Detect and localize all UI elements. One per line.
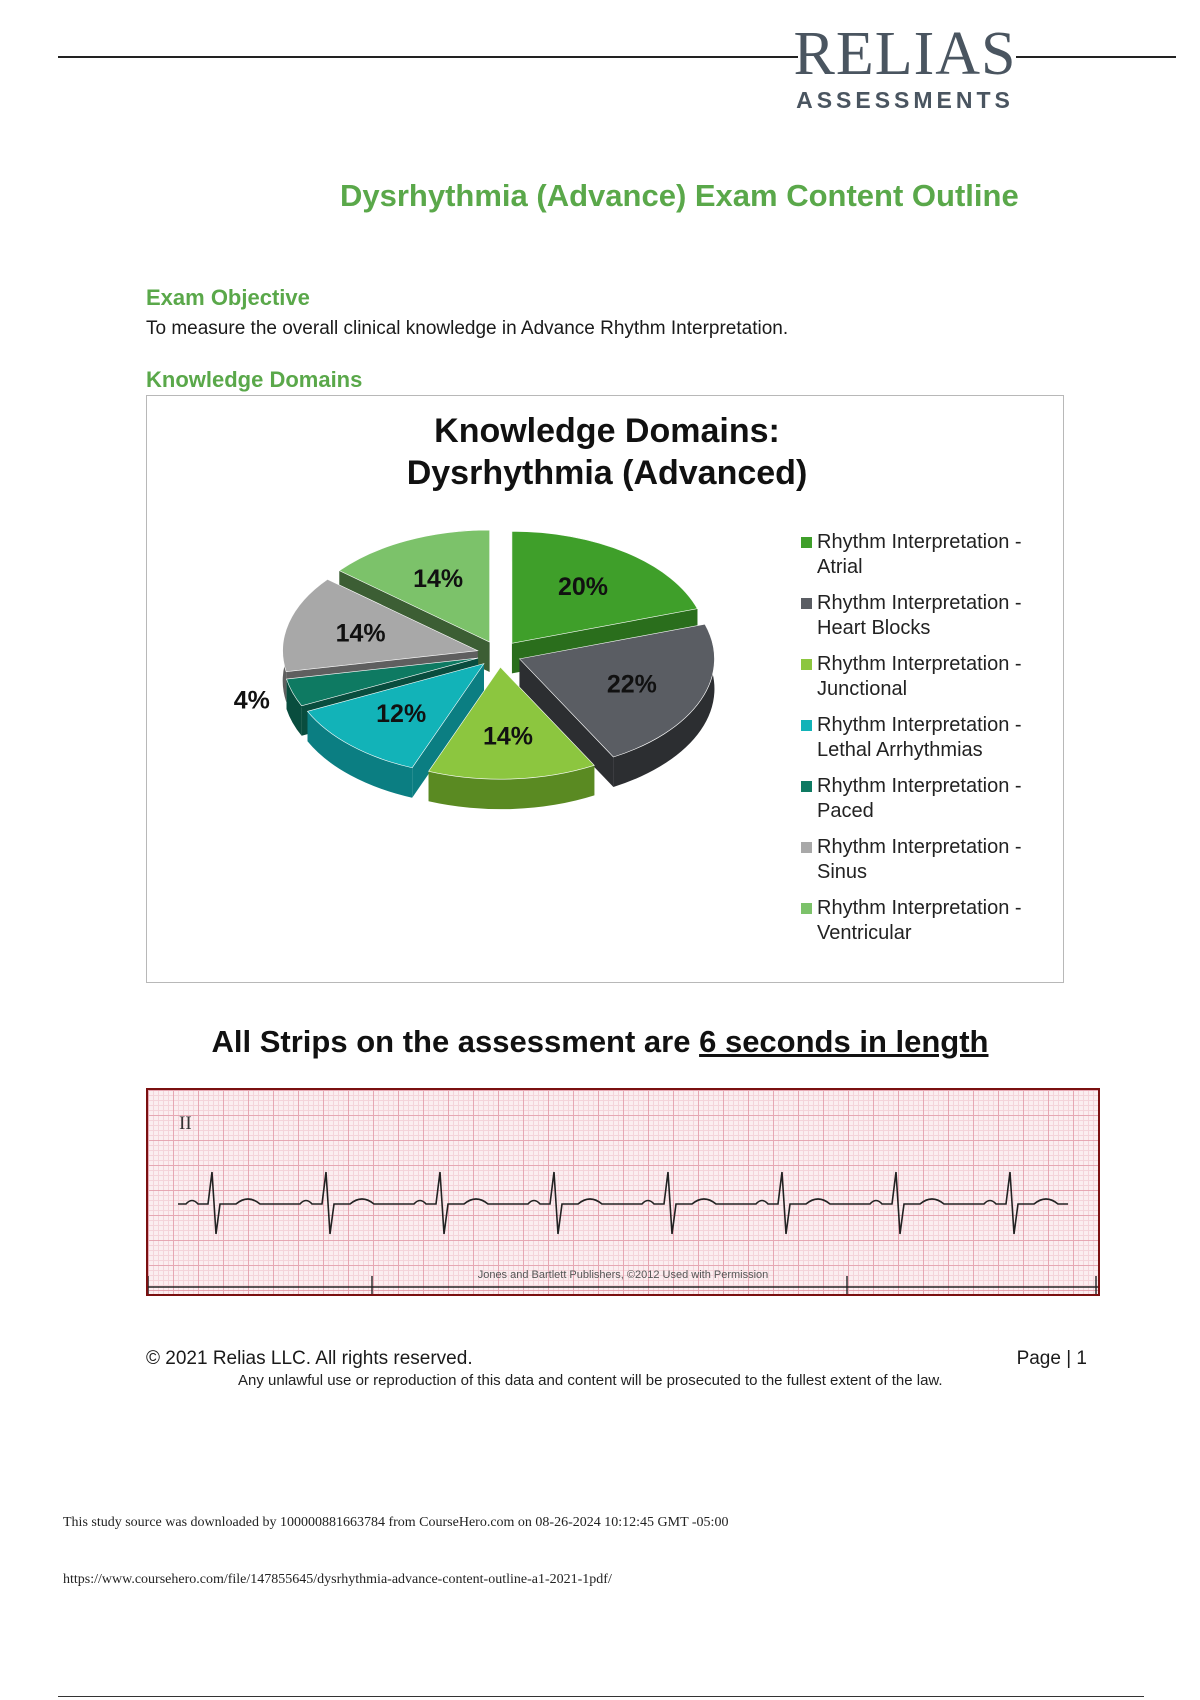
legend-label-4: Rhythm Interpretation - Paced [817,775,1022,822]
copyright: © 2021 Relias LLC. All rights reserved. [146,1348,473,1369]
pie-label-4: 4% [233,686,270,715]
pie-chart [147,396,787,984]
ecg-credit: Jones and Bartlett Publishers, ©2012 Used with Permission [477,1269,769,1281]
page-number: Page | 1 [1016,1348,1087,1369]
logo-wordmark: RELIAS [793,20,1017,88]
legend-swatch-6 [801,903,812,914]
objective-heading: Exam Objective [146,285,310,310]
legal-notice: Any unlawful use or reproduction of this data and content will be prosecuted to the fullest extent of the law. [238,1372,943,1389]
legend-label-5: Rhythm Interpretation - Sinus [817,836,1022,883]
strip-length-note [0,1024,1200,1060]
legend-item-6 [801,896,1051,957]
pie-label-5: 14% [335,619,386,648]
objective-text: To measure the overall clinical knowledge in Advance Rhythm Interpretation. [146,318,789,339]
download-note: This study source was downloaded by 100000881663784 from CourseHero.com on 08-26-2024 10:12:45 GMT -05:00 [63,1515,729,1530]
header-rule-left [58,56,798,58]
relias-logo [790,22,1020,114]
legend-item-2 [801,652,1051,713]
header-rule-right [1016,56,1176,58]
chart-title-line1: Knowledge Domains: [434,412,780,450]
legend-label-0: Rhythm Interpretation - Atrial [817,531,1022,578]
chart-legend [801,530,1051,957]
legend-label-3: Rhythm Interpretation - Lethal Arrhythmias [817,714,1022,761]
pie-label-6: 14% [413,565,464,594]
ecg-strip [146,1088,1100,1296]
footer-rule [58,1696,1144,1697]
pie-label-2: 14% [482,722,533,751]
source-url[interactable]: https://www.coursehero.com/file/147855645/dysrhythmia-advance-content-outline-a1-2021-1pdf/ [63,1572,612,1587]
legend-item-3 [801,713,1051,774]
legend-label-1: Rhythm Interpretation - Heart Blocks [817,592,1022,639]
legend-swatch-0 [801,537,812,548]
pie-label-1: 22% [606,670,657,699]
strip-note-emphasis: 6 seconds in length [699,1024,989,1059]
ecg-trace [148,1090,1098,1294]
legend-swatch-3 [801,720,812,731]
legend-item-5 [801,835,1051,896]
domains-heading: Knowledge Domains [146,367,363,392]
pie-label-3: 12% [376,700,427,729]
legend-label-6: Rhythm Interpretation - Ventricular [817,897,1022,944]
pie-label-0: 20% [557,573,609,602]
ecg-lead-label: II [179,1113,192,1134]
page-title: Dysrhythmia (Advance) Exam Content Outline [340,178,1019,213]
legend-item-0 [801,530,1051,591]
chart-title-line2: Dysrhythmia (Advanced) [406,454,808,492]
legend-item-4 [801,774,1051,835]
legend-swatch-2 [801,659,812,670]
legend-swatch-5 [801,842,812,853]
knowledge-domains-chart [146,395,1064,983]
legend-swatch-1 [801,598,812,609]
strip-note-prefix: All Strips on the assessment are [211,1024,700,1059]
legend-swatch-4 [801,781,812,792]
logo-subtitle: ASSESSMENTS [796,87,1014,113]
legend-label-2: Rhythm Interpretation - Junctional [817,653,1022,700]
legend-item-1 [801,591,1051,652]
